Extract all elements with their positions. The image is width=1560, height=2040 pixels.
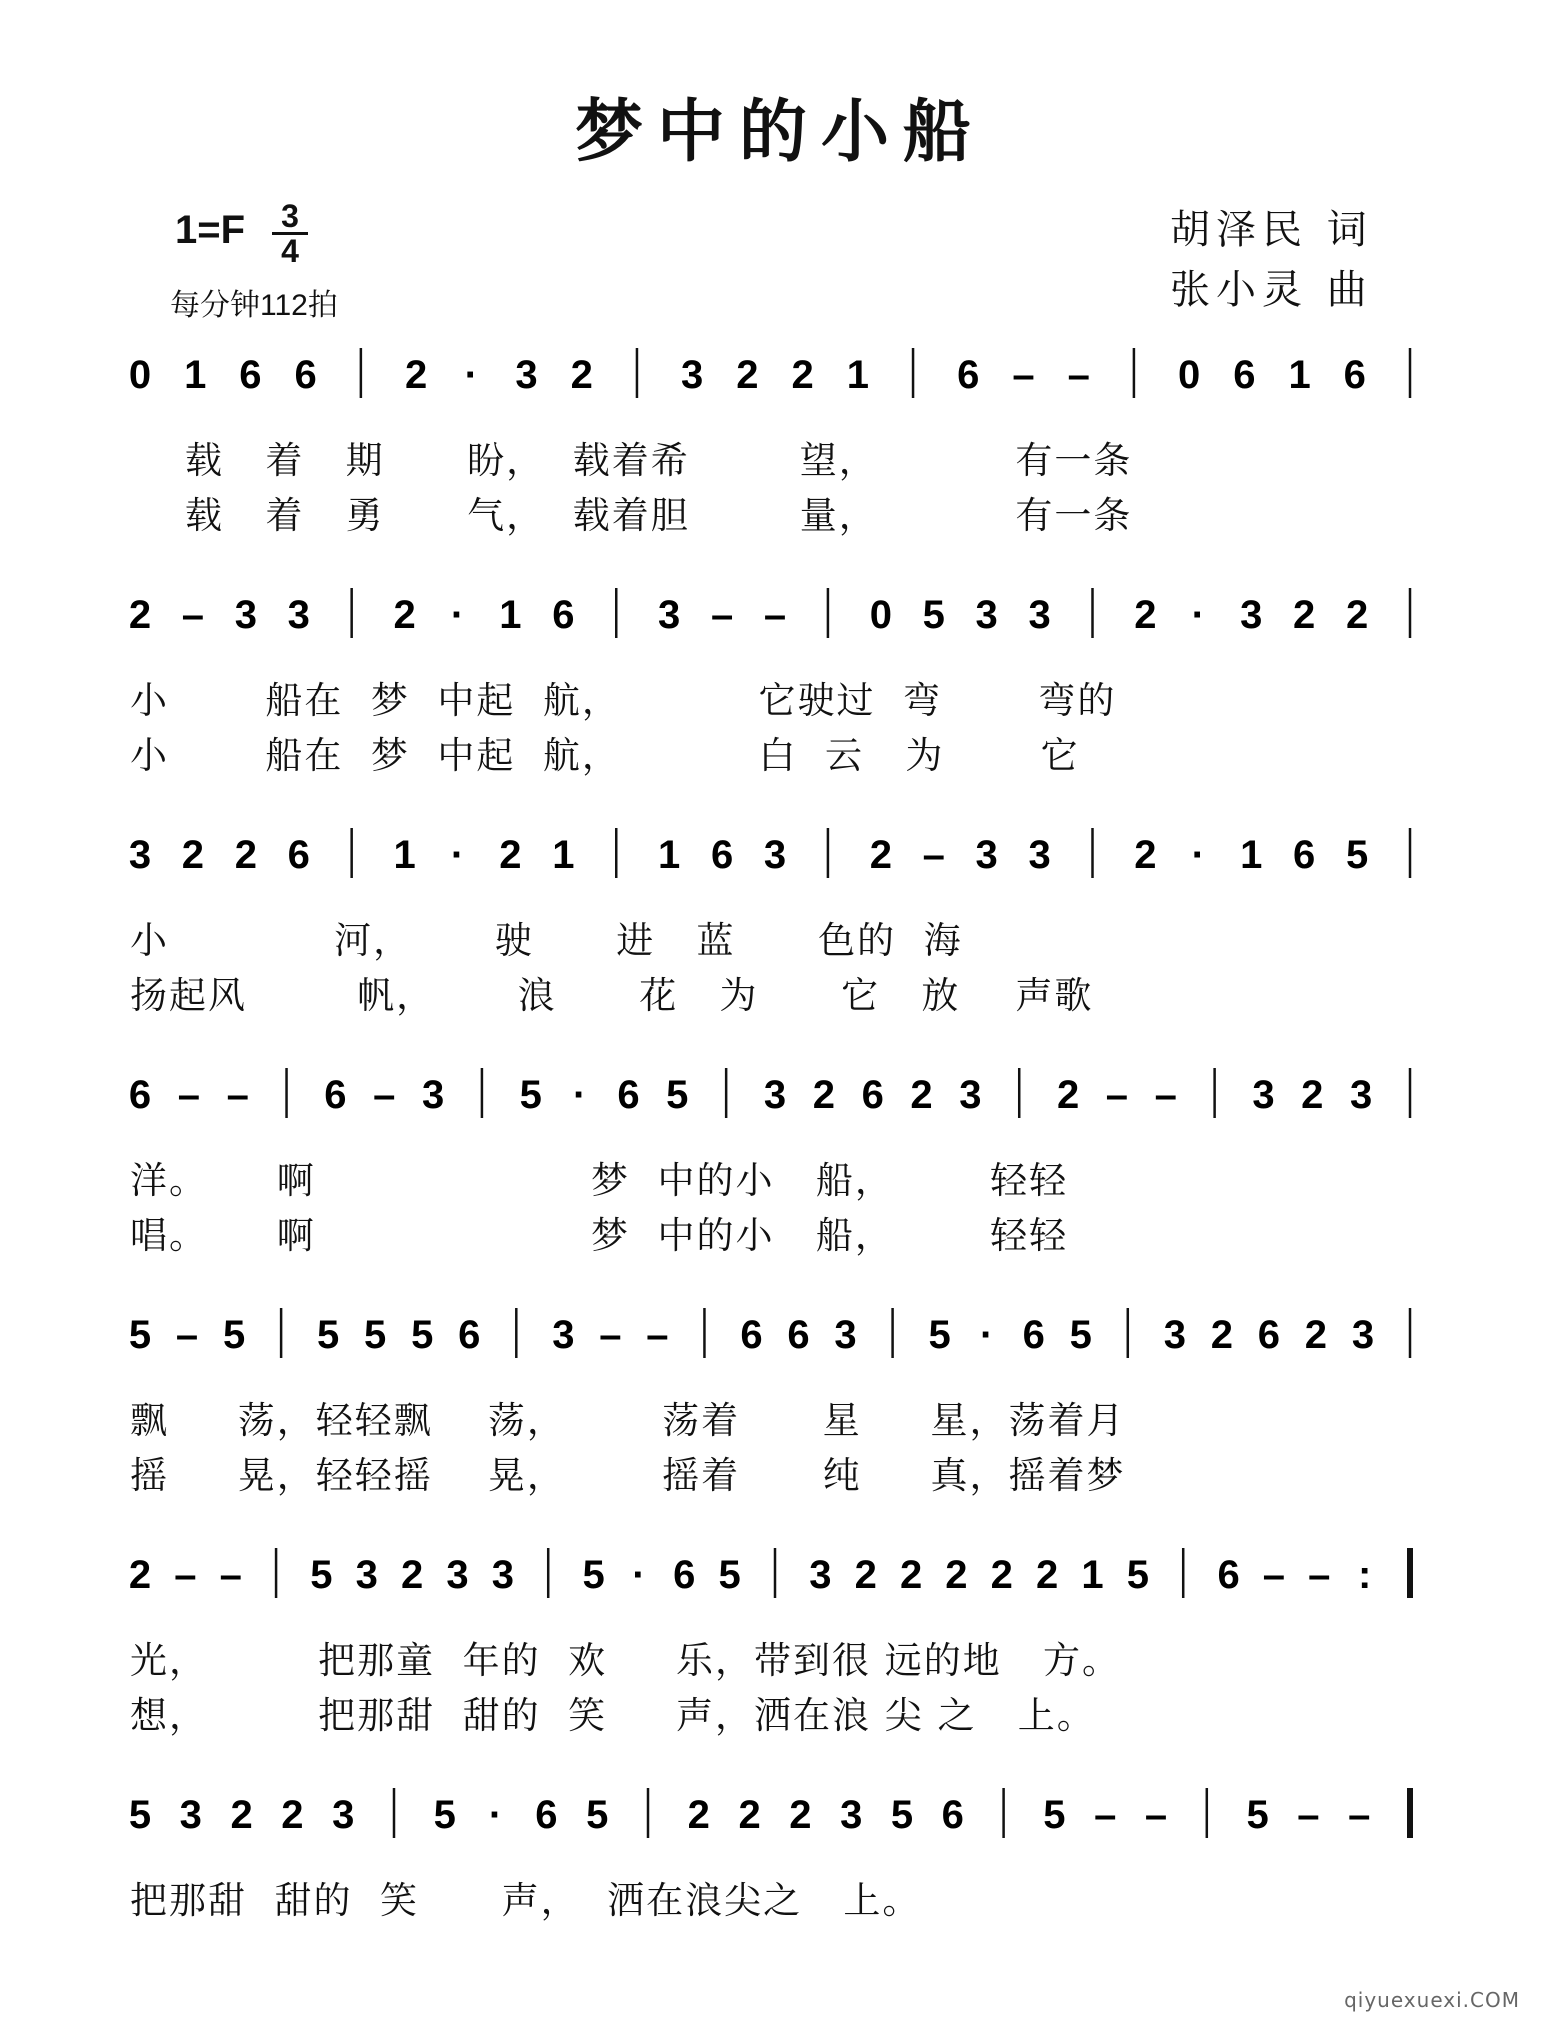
note-glyph: 5 (718, 1553, 741, 1597)
lyric-line: 小 船在 梦 中起 航， 它驶过 弯 弯的 (130, 679, 1117, 722)
note-glyph: 2 (128, 593, 152, 637)
note-glyph: 2 (1134, 833, 1157, 877)
watermark: qiyuexuexi.COM (1344, 1988, 1520, 2012)
note-glyph: 2 (404, 353, 428, 397)
note-glyph: 3 (1028, 833, 1051, 877)
note-glyph: 2 (281, 1793, 304, 1837)
note-glyph: 6 (941, 1793, 964, 1837)
note-glyph: 5 (1246, 1793, 1269, 1837)
score-row (0, 1540, 1560, 1800)
notation-line (0, 580, 1560, 660)
note-glyph: 6 (1257, 1313, 1281, 1357)
note-glyph: 3 (959, 1073, 982, 1117)
note-glyph: 6 (957, 353, 980, 397)
note-glyph: – (226, 1073, 249, 1117)
note-glyph: · (450, 593, 465, 637)
note-glyph: 2 (738, 1793, 761, 1837)
note-glyph: – (219, 1553, 242, 1597)
note-glyph: 5 (317, 1313, 340, 1357)
score-row (0, 1300, 1560, 1560)
lyric-line: 洋。 啊 梦 中的小 船， 轻轻 (130, 1159, 1069, 1202)
note-glyph: 6 (617, 1073, 640, 1117)
tempo-marking: 每分钟112拍 (170, 289, 338, 322)
time-signature (272, 200, 308, 267)
note-glyph: 0 (869, 593, 892, 637)
note-glyph: – (373, 1073, 396, 1117)
lyric-line: 飘 荡，轻轻飘 荡， 荡着 星 星，荡着月 (130, 1399, 1126, 1442)
lyric-line: 载 着 期 盼， 载着希 望， 有一条 (130, 439, 1133, 482)
note-glyph: 2 (812, 1073, 835, 1117)
note-glyph: 6 (1022, 1313, 1045, 1357)
note-glyph: 3 (287, 593, 310, 637)
note-glyph: 3 (1252, 1073, 1275, 1117)
note-glyph: 6 (239, 353, 262, 397)
note-glyph: – (177, 1073, 200, 1117)
meter-bottom: 4 (281, 233, 299, 269)
note-glyph: 1 (846, 353, 869, 397)
note-glyph: – (710, 593, 734, 637)
note-glyph: 5 (364, 1313, 387, 1357)
note-glyph: 3 (179, 1793, 202, 1837)
note-glyph: – (922, 833, 945, 877)
score-row (0, 580, 1560, 840)
note-glyph: 3 (421, 1073, 445, 1117)
note-glyph: 3 (1240, 593, 1263, 637)
note-glyph: – (1067, 353, 1090, 397)
note-glyph: 3 (446, 1553, 469, 1597)
note-glyph: 5 (582, 1553, 605, 1597)
lyric-line: 想， 把那甜 甜的 笑 声，洒在浪 尖 之 上。 (130, 1694, 1096, 1737)
note-glyph: 5 (890, 1793, 914, 1837)
note-glyph: 1 (184, 353, 207, 397)
note-glyph: 2 (791, 353, 814, 397)
note-glyph: 6 (458, 1313, 481, 1357)
note-glyph: 6 (128, 1073, 152, 1117)
note-glyph: – (175, 1313, 199, 1357)
note-glyph: 6 (740, 1313, 763, 1357)
note-glyph: 3 (1350, 1073, 1373, 1117)
note-glyph: 2 (990, 1553, 1013, 1597)
note-glyph: · (1191, 833, 1205, 877)
note-glyph: 2 (1293, 593, 1316, 637)
note-glyph: · (980, 1313, 994, 1357)
note-glyph: 3 (658, 593, 681, 637)
note-glyph: 3 (840, 1793, 863, 1837)
note-glyph: 2 (1304, 1313, 1328, 1357)
note-glyph: 1 (1288, 353, 1311, 397)
note-glyph: 5 (586, 1793, 609, 1837)
note-glyph: 5 (310, 1553, 333, 1597)
note-glyph: 3 (809, 1553, 832, 1597)
note-glyph: – (1297, 1793, 1320, 1837)
note-glyph: · (488, 1793, 503, 1837)
note-glyph: 5 (1069, 1313, 1092, 1357)
notation-line (0, 820, 1560, 900)
note-glyph: 1 (1240, 833, 1263, 877)
note-glyph: – (1105, 1073, 1129, 1117)
note-glyph: 2 (499, 833, 522, 877)
note-glyph: 6 (535, 1793, 558, 1837)
composer-credit: 张小灵 曲 (1170, 267, 1373, 313)
note-glyph: 5 (928, 1313, 951, 1357)
note-glyph: – (181, 593, 205, 637)
lyric-line: 小 河， 驶 进 蓝 色的 海 (130, 919, 963, 962)
note-glyph: 2 (230, 1793, 253, 1837)
note-glyph: 2 (899, 1553, 923, 1597)
note-glyph: 2 (570, 353, 593, 397)
note-glyph: 3 (1351, 1313, 1375, 1357)
note-glyph: 2 (393, 593, 416, 637)
score-row (0, 820, 1560, 1080)
note-glyph: 2 (910, 1073, 933, 1117)
note-glyph: 6 (552, 593, 575, 637)
note-glyph: 3 (332, 1793, 355, 1837)
note-glyph: 3 (552, 1313, 575, 1357)
notation-line (0, 1780, 1560, 1860)
note-glyph: · (464, 353, 478, 397)
note-glyph: – (1154, 1073, 1177, 1117)
lyric-line: 载 着 勇 气， 载着胆 量， 有一条 (130, 494, 1133, 537)
lyric-line: 把那甜 甜的 笑 声， 洒在浪尖之 上。 (130, 1879, 922, 1922)
note-glyph: 3 (834, 1313, 857, 1357)
lyricist-credit: 胡泽民 词 (1170, 207, 1373, 253)
note-glyph: 5 (519, 1073, 542, 1117)
note-glyph: 2 (1134, 593, 1157, 637)
note-glyph: 2 (401, 1553, 424, 1597)
note-glyph: – (1308, 1553, 1331, 1597)
note-glyph: 5 (222, 1313, 246, 1357)
lyric-line: 小 船在 梦 中起 航， 白 云 为 它 (130, 734, 1080, 777)
note-glyph: 3 (355, 1553, 378, 1597)
note-glyph: 3 (975, 593, 998, 637)
note-glyph: 0 (128, 353, 152, 397)
note-glyph: · (1191, 593, 1205, 637)
note-glyph: 2 (181, 833, 205, 877)
note-glyph: – (1348, 1793, 1371, 1837)
score-row (0, 340, 1560, 600)
note-glyph: 5 (128, 1793, 152, 1837)
note-glyph: 3 (128, 833, 152, 877)
note-glyph: · (632, 1553, 646, 1597)
note-glyph: 2 (736, 353, 759, 397)
note-glyph: · (572, 1073, 587, 1117)
note-glyph: – (174, 1553, 197, 1597)
score-row (0, 1780, 1560, 2040)
song-title: 梦中的小船 (574, 92, 985, 172)
note-glyph: : (1357, 1553, 1372, 1597)
note-glyph: 5 (433, 1793, 456, 1837)
note-glyph: 2 (945, 1553, 968, 1597)
note-glyph: 6 (324, 1073, 347, 1117)
note-glyph: 2 (128, 1553, 152, 1597)
note-glyph: 3 (1028, 593, 1051, 637)
note-glyph: 5 (1043, 1793, 1066, 1837)
note-glyph: 6 (1233, 353, 1256, 397)
note-glyph: 5 (922, 593, 945, 637)
note-glyph: 1 (658, 833, 681, 877)
note-glyph: 3 (681, 353, 704, 397)
lyric-line: 光， 把那童 年的 欢 乐，带到很 远的地 方。 (130, 1639, 1121, 1682)
note-glyph: – (1012, 353, 1035, 397)
note-glyph: 5 (128, 1313, 152, 1357)
note-glyph: 5 (1345, 833, 1369, 877)
note-glyph: 2 (1036, 1553, 1059, 1597)
note-glyph: 6 (710, 833, 734, 877)
note-glyph: 5 (411, 1313, 434, 1357)
note-glyph: – (1094, 1793, 1117, 1837)
note-glyph: 3 (515, 353, 538, 397)
note-glyph: – (1262, 1553, 1286, 1597)
note-glyph: 2 (687, 1793, 710, 1837)
note-glyph: 6 (1217, 1553, 1240, 1597)
note-glyph: 6 (1343, 353, 1366, 397)
note-glyph: 3 (234, 593, 257, 637)
note-glyph: 3 (975, 833, 998, 877)
note-glyph: 2 (1210, 1313, 1233, 1357)
note-glyph: 6 (787, 1313, 810, 1357)
note-glyph: 6 (287, 833, 310, 877)
note-glyph: 1 (1081, 1553, 1104, 1597)
lyric-line: 扬起风 帆， 浪 花 为 它 放 声歌 (130, 974, 1094, 1017)
lyric-line: 唱。 啊 梦 中的小 船， 轻轻 (130, 1214, 1069, 1257)
note-glyph: 2 (869, 833, 892, 877)
note-glyph: 2 (854, 1553, 877, 1597)
note-glyph: 3 (763, 1073, 787, 1117)
note-glyph: 6 (861, 1073, 884, 1117)
lyric-line: 摇 晃，轻轻摇 晃， 摇着 纯 真，摇着梦 (130, 1454, 1126, 1497)
notation-line (0, 1540, 1560, 1620)
note-glyph: 6 (1293, 833, 1316, 877)
note-glyph: · (450, 833, 465, 877)
note-glyph: 5 (666, 1073, 689, 1117)
notation-line (0, 1300, 1560, 1380)
note-glyph: 0 (1178, 353, 1201, 397)
note-glyph: 2 (234, 833, 257, 877)
note-glyph: 2 (1345, 593, 1369, 637)
note-glyph: 2 (1301, 1073, 1324, 1117)
note-glyph: 5 (1126, 1553, 1149, 1597)
notation-line (0, 1060, 1560, 1140)
note-glyph: 6 (294, 353, 317, 397)
notation-line (0, 340, 1560, 420)
note-glyph: – (646, 1313, 669, 1357)
note-glyph: – (1144, 1793, 1168, 1837)
note-glyph: 2 (789, 1793, 812, 1837)
note-glyph: 3 (1163, 1313, 1186, 1357)
key-signature: 1=F (175, 208, 246, 252)
score-row (0, 1060, 1560, 1320)
note-glyph: 1 (393, 833, 416, 877)
meter-top: 3 (272, 200, 308, 235)
note-glyph: 2 (1056, 1073, 1080, 1117)
note-glyph: 1 (552, 833, 575, 877)
note-glyph: 6 (673, 1553, 696, 1597)
note-glyph: 3 (491, 1553, 514, 1597)
note-glyph: 1 (499, 593, 522, 637)
note-glyph: 3 (763, 833, 787, 877)
note-glyph: – (599, 1313, 622, 1357)
note-glyph: – (763, 593, 787, 637)
